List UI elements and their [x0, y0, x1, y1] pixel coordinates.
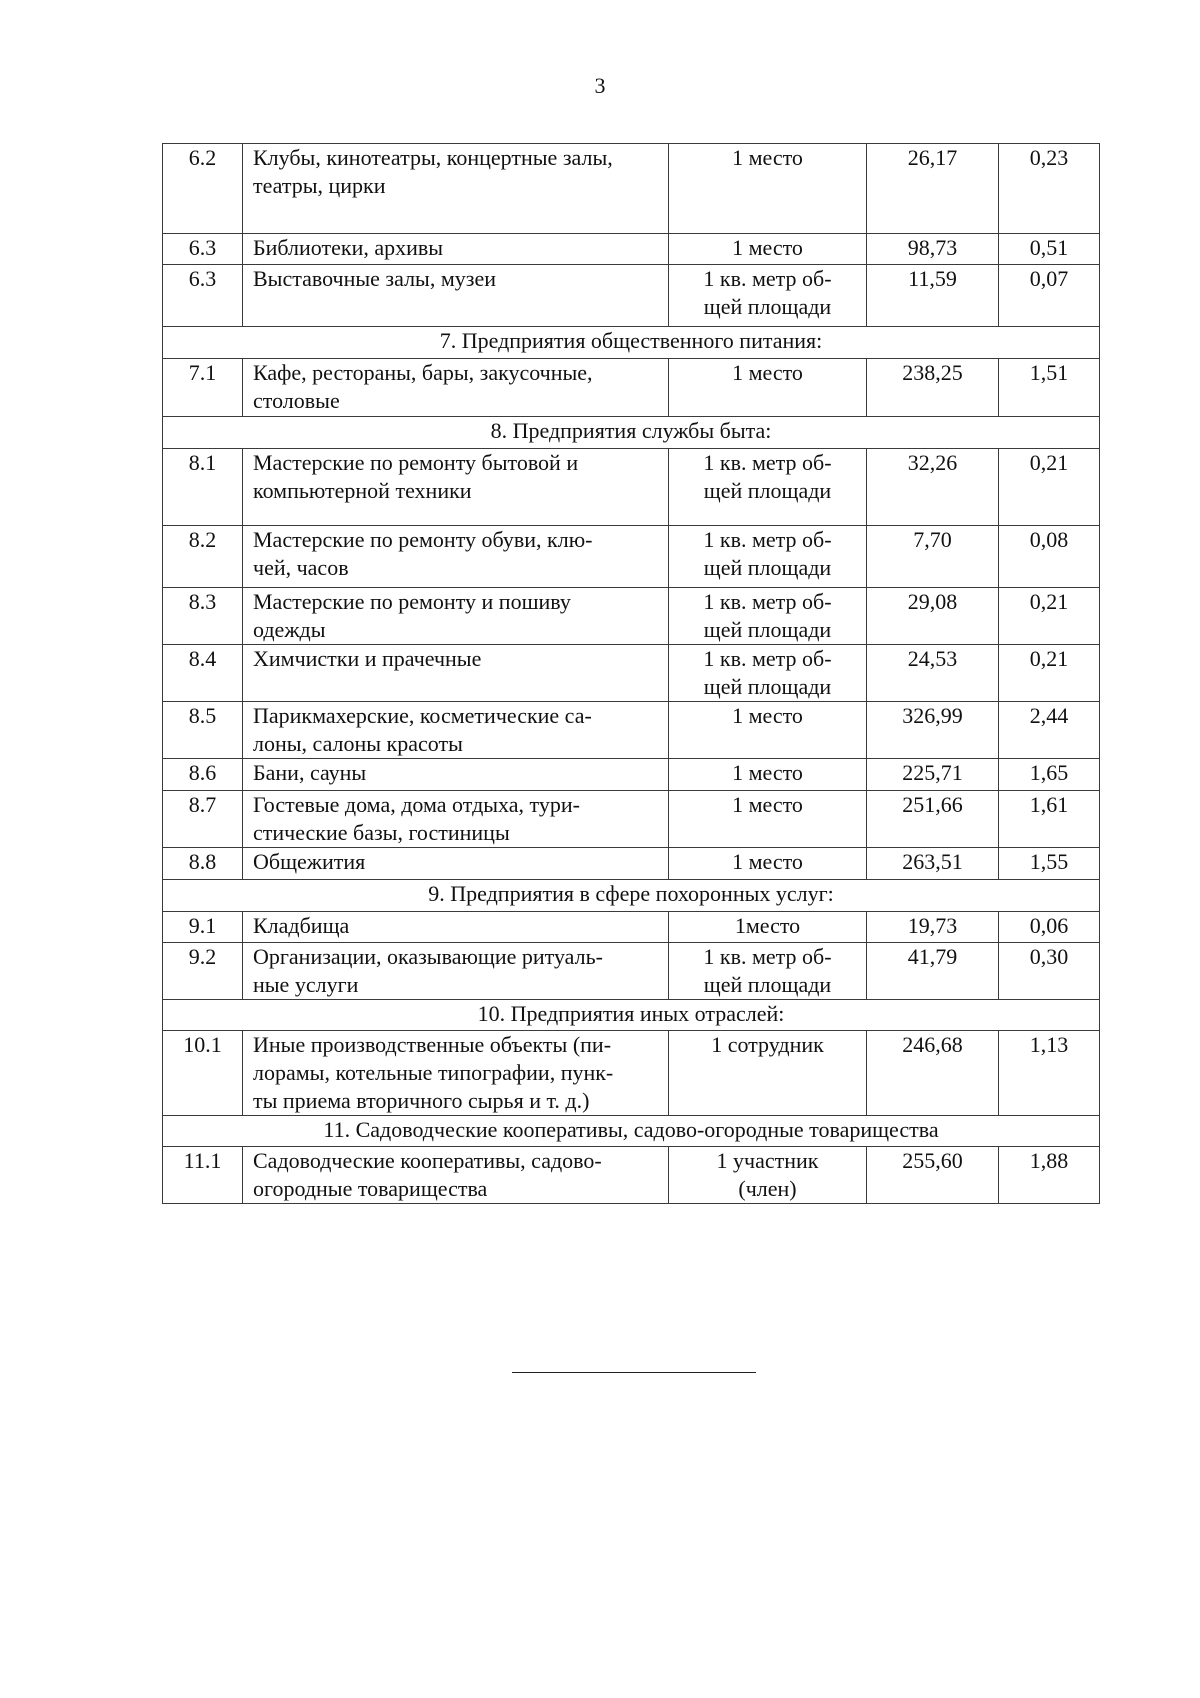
row-number-cell: 7.1: [163, 359, 243, 417]
row-name-cell: [243, 848, 669, 880]
row-unit-text: 1 место: [732, 360, 803, 385]
row-value2-cell: 0,06: [999, 912, 1100, 943]
section-title: 8. Предприятия службы быта:: [163, 417, 1100, 449]
row-unit-text: 1 место: [732, 235, 803, 260]
row-value2-cell: 1,51: [999, 359, 1100, 417]
row-value2-cell: 1,65: [999, 759, 1100, 791]
row-name-text: Клубы, кинотеатры, концертные залы, театры, цирки: [253, 145, 613, 198]
table-row: [163, 1147, 1100, 1204]
row-unit-cell: [669, 1147, 867, 1204]
table-row: [163, 449, 1100, 526]
row-value1-cell: 98,73: [867, 234, 999, 265]
row-unit-text: 1 место: [732, 792, 803, 817]
row-name-text: Мастерские по ремонту бытовой и компьютерной техники: [253, 450, 579, 503]
row-value2-cell: 1,88: [999, 1147, 1100, 1204]
row-value2-cell: 0,21: [999, 449, 1100, 526]
row-name-cell: [243, 265, 669, 327]
row-number-cell: 8.2: [163, 526, 243, 588]
row-value1-cell: 29,08: [867, 588, 999, 645]
row-value1-cell: 41,79: [867, 943, 999, 1000]
row-number-cell: 8.5: [163, 702, 243, 759]
row-unit-text: 1место: [734, 913, 801, 938]
row-unit-cell: [669, 1031, 867, 1116]
section-row: [163, 1116, 1100, 1147]
row-value2-cell: 0,21: [999, 588, 1100, 645]
row-value1-cell: 32,26: [867, 449, 999, 526]
row-name-text: Парикмахерские, косметические са- лоны, салоны красоты: [253, 703, 592, 756]
row-value2-cell: 1,55: [999, 848, 1100, 880]
section-row: [163, 1000, 1100, 1031]
row-value1-cell: 251,66: [867, 791, 999, 848]
row-value1-cell: 246,68: [867, 1031, 999, 1116]
row-value1-cell: 26,17: [867, 144, 999, 234]
row-value1-cell: 326,99: [867, 702, 999, 759]
row-number-cell: 11.1: [163, 1147, 243, 1204]
row-value2-cell: 0,07: [999, 265, 1100, 327]
row-name-cell: [243, 359, 669, 417]
row-unit-cell: [669, 265, 867, 327]
row-unit-text: 1 кв. метр об- щей площади: [703, 450, 832, 503]
row-unit-text: 1 место: [732, 145, 803, 170]
row-number-cell: 8.8: [163, 848, 243, 880]
row-number-cell: 8.6: [163, 759, 243, 791]
row-number-cell: 10.1: [163, 1031, 243, 1116]
row-name-cell: [243, 588, 669, 645]
table-row: [163, 943, 1100, 1000]
table-row: [163, 526, 1100, 588]
table-row: [163, 848, 1100, 880]
row-unit-cell: [669, 144, 867, 234]
table-body: [163, 144, 1100, 1204]
row-unit-text: 1 место: [732, 760, 803, 785]
table-row: [163, 359, 1100, 417]
row-name-text: Кафе, рестораны, бары, закусочные, столовые: [253, 360, 593, 413]
row-value1-cell: 24,53: [867, 645, 999, 702]
row-name-text: Библиотеки, архивы: [253, 235, 444, 260]
row-unit-text: 1 место: [732, 703, 803, 728]
row-value2-cell: 1,61: [999, 791, 1100, 848]
row-name-cell: [243, 1031, 669, 1116]
row-value2-cell: 0,30: [999, 943, 1100, 1000]
row-name-text: Мастерские по ремонту и пошиву одежды: [253, 589, 571, 642]
row-unit-cell: [669, 588, 867, 645]
table-row: [163, 1031, 1100, 1116]
closing-rule: [512, 1372, 756, 1373]
row-unit-text: 1 кв. метр об- щей площади: [703, 944, 832, 997]
row-name-cell: [243, 526, 669, 588]
row-number-cell: 8.7: [163, 791, 243, 848]
section-title: 7. Предприятия общественного питания:: [163, 327, 1100, 359]
row-name-cell: [243, 449, 669, 526]
row-name-text: Иные производственные объекты (пи- лорамы, котельные типографии, пунк- ты приема вторичного сырья и т. д.): [253, 1032, 614, 1113]
row-name-cell: [243, 912, 669, 943]
section-row: [163, 417, 1100, 449]
row-value1-cell: 19,73: [867, 912, 999, 943]
row-unit-cell: [669, 234, 867, 265]
row-unit-text: 1 сотрудник: [711, 1032, 824, 1057]
row-name-cell: [243, 759, 669, 791]
tariff-table: [162, 143, 1100, 1204]
table-row: [163, 702, 1100, 759]
row-name-text: Мастерские по ремонту обуви, клю- чей, часов: [253, 527, 593, 580]
table-row: [163, 791, 1100, 848]
row-name-text: Бани, сауны: [253, 760, 367, 785]
row-name-cell: [243, 144, 669, 234]
table-row: [163, 645, 1100, 702]
row-unit-cell: [669, 359, 867, 417]
row-value2-cell: 0,08: [999, 526, 1100, 588]
table-row: [163, 265, 1100, 327]
row-name-text: Кладбища: [253, 913, 350, 938]
row-unit-text: 1 кв. метр об- щей площади: [703, 527, 832, 580]
section-row: [163, 880, 1100, 912]
section-row: [163, 327, 1100, 359]
table-row: [163, 588, 1100, 645]
section-title: 9. Предприятия в сфере похоронных услуг:: [163, 880, 1100, 912]
row-value2-cell: 1,13: [999, 1031, 1100, 1116]
row-name-cell: [243, 645, 669, 702]
row-number-cell: 9.2: [163, 943, 243, 1000]
section-title: 10. Предприятия иных отраслей:: [163, 1000, 1100, 1031]
row-name-cell: [243, 943, 669, 1000]
row-value1-cell: 11,59: [867, 265, 999, 327]
row-unit-cell: [669, 645, 867, 702]
table-row: [163, 759, 1100, 791]
row-value1-cell: 7,70: [867, 526, 999, 588]
row-name-text: Выставочные залы, музеи: [253, 266, 496, 291]
row-name-cell: [243, 791, 669, 848]
row-number-cell: 8.4: [163, 645, 243, 702]
table-row: [163, 234, 1100, 265]
row-value2-cell: 2,44: [999, 702, 1100, 759]
row-unit-text: 1 кв. метр об- щей площади: [703, 646, 832, 699]
row-value2-cell: 0,21: [999, 645, 1100, 702]
row-number-cell: 8.3: [163, 588, 243, 645]
row-number-cell: 6.3: [163, 234, 243, 265]
section-title: 11. Садоводческие кооперативы, садово-огородные товарищества: [163, 1116, 1100, 1147]
row-unit-cell: [669, 912, 867, 943]
row-name-text: Гостевые дома, дома отдыха, тури- стические базы, гостиницы: [253, 792, 580, 845]
row-value1-cell: 255,60: [867, 1147, 999, 1204]
row-unit-cell: [669, 848, 867, 880]
row-name-text: Общежития: [253, 849, 366, 874]
row-value1-cell: 263,51: [867, 848, 999, 880]
row-unit-cell: [669, 943, 867, 1000]
row-name-cell: [243, 702, 669, 759]
row-number-cell: 6.2: [163, 144, 243, 234]
row-value1-cell: 225,71: [867, 759, 999, 791]
row-unit-cell: [669, 791, 867, 848]
row-value2-cell: 0,23: [999, 144, 1100, 234]
page-number: 3: [594, 73, 606, 98]
row-value1-cell: 238,25: [867, 359, 999, 417]
row-unit-cell: [669, 702, 867, 759]
row-unit-cell: [669, 449, 867, 526]
row-name-text: Химчистки и прачечные: [253, 646, 482, 671]
row-name-cell: [243, 1147, 669, 1204]
row-name-text: Садоводческие кооперативы, садово- огородные товарищества: [253, 1148, 602, 1201]
row-unit-text: 1 место: [732, 849, 803, 874]
row-unit-text: 1 кв. метр об- щей площади: [703, 589, 832, 642]
row-unit-text: 1 кв. метр об- щей площади: [703, 266, 832, 319]
row-number-cell: 6.3: [163, 265, 243, 327]
row-unit-cell: [669, 759, 867, 791]
table-row: [163, 144, 1100, 234]
row-value2-cell: 0,51: [999, 234, 1100, 265]
row-number-cell: 9.1: [163, 912, 243, 943]
row-unit-cell: [669, 526, 867, 588]
row-unit-text: 1 участник (член): [716, 1148, 819, 1201]
row-name-text: Организации, оказывающие ритуаль- ные услуги: [253, 944, 603, 997]
table-row: [163, 912, 1100, 943]
row-number-cell: 8.1: [163, 449, 243, 526]
row-name-cell: [243, 234, 669, 265]
